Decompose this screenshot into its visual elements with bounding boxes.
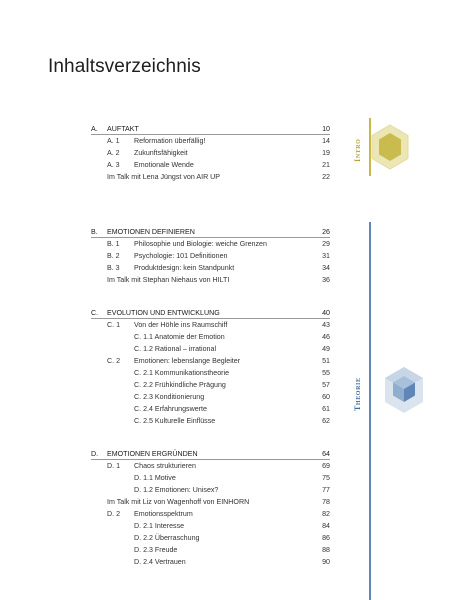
toc-entry[interactable] — [0, 508, 330, 520]
toc-entry[interactable] — [0, 343, 330, 355]
page-number: 31 — [322, 252, 330, 260]
toc-entry[interactable] — [0, 319, 330, 331]
page-number: 62 — [322, 417, 330, 425]
entry-title: C. 1.1 Anatomie der Emotion — [134, 333, 225, 341]
theorie-divider-line — [369, 222, 371, 600]
page-number: 22 — [322, 173, 330, 181]
page-number: 26 — [322, 228, 330, 236]
entry-title: Philosophie und Biologie: weiche Grenzen — [134, 240, 267, 248]
page-number: 84 — [322, 522, 330, 530]
toc-entry[interactable] — [0, 460, 330, 472]
section-title: EVOLUTION UND ENTWICKLUNG — [107, 309, 220, 317]
entry-title: D. 2.1 Interesse — [134, 522, 185, 530]
entry-title: D. 2.4 Vertrauen — [134, 558, 186, 566]
page-number: 49 — [322, 345, 330, 353]
section-title: EMOTIONEN ERGRÜNDEN — [107, 450, 198, 458]
page-number: 64 — [322, 450, 330, 458]
toc-entry[interactable] — [0, 135, 330, 147]
entry-code: A. 2 — [107, 149, 120, 157]
toc-entry[interactable] — [0, 532, 330, 544]
section-title: AUFTAKT — [107, 125, 139, 133]
page-number: 29 — [322, 240, 330, 248]
page-number: 34 — [322, 264, 330, 272]
entry-title: Im Talk mit Liz von Wagenhoff von EINHORN — [107, 498, 250, 506]
page-number: 21 — [322, 161, 330, 169]
toc-entry-talk[interactable] — [0, 171, 330, 183]
page-number: 51 — [322, 357, 330, 365]
page-number: 77 — [322, 486, 330, 494]
toc-entry[interactable] — [0, 391, 330, 403]
entry-title: D. 2.3 Freude — [134, 546, 178, 554]
page-number: 57 — [322, 381, 330, 389]
intro-label: Intro — [353, 138, 362, 162]
toc-entry[interactable] — [0, 556, 330, 568]
toc-entry[interactable] — [0, 379, 330, 391]
page-title: Inhaltsverzeichnis — [48, 56, 201, 77]
toc-heading-c[interactable] — [0, 307, 330, 319]
page-number: 78 — [322, 498, 330, 506]
page-number: 55 — [322, 369, 330, 377]
entry-title: Emotionen: lebenslange Begleiter — [134, 357, 241, 365]
page-number: 75 — [322, 474, 330, 482]
entry-title: C. 1.2 Rational – irrational — [134, 345, 217, 353]
page-number: 88 — [322, 546, 330, 554]
page-number: 82 — [322, 510, 330, 518]
page-number: 61 — [322, 405, 330, 413]
toc-entry[interactable] — [0, 403, 330, 415]
entry-title: Psychologie: 101 Definitionen — [134, 252, 228, 260]
page-number: 40 — [322, 309, 330, 317]
toc-entry[interactable] — [0, 331, 330, 343]
toc-entry-talk[interactable] — [0, 274, 330, 286]
toc-entry-talk[interactable] — [0, 496, 330, 508]
entry-code: D. 1 — [107, 462, 121, 470]
toc-heading-d[interactable] — [0, 448, 330, 460]
toc-heading-a[interactable] — [0, 123, 330, 135]
entry-code: C. 1 — [107, 321, 121, 329]
entry-code: D. 2 — [107, 510, 121, 518]
toc-entry[interactable] — [0, 544, 330, 556]
page-number: 19 — [322, 149, 330, 157]
entry-title: C. 2.5 Kulturelle Einflüsse — [134, 417, 216, 425]
page-number: 60 — [322, 393, 330, 401]
entry-title: C. 2.1 Kommunikationstheorie — [134, 369, 230, 377]
page-number: 86 — [322, 534, 330, 542]
section-title: EMOTIONEN DEFINIEREN — [107, 228, 195, 236]
page-number: 46 — [322, 333, 330, 341]
entry-title: C. 2.2 Frühkindliche Prägung — [134, 381, 226, 389]
toc-entry[interactable] — [0, 472, 330, 484]
entry-code: C. 2 — [107, 357, 121, 365]
page-number: 90 — [322, 558, 330, 566]
toc-entry[interactable] — [0, 520, 330, 532]
toc-entry[interactable] — [0, 250, 330, 262]
section-letter: D. — [91, 450, 99, 458]
entry-code: B. 2 — [107, 252, 120, 260]
section-letter: A. — [91, 125, 98, 133]
entry-title: C. 2.4 Erfahrungswerte — [134, 405, 207, 413]
toc-entry[interactable] — [0, 415, 330, 427]
page-number: 69 — [322, 462, 330, 470]
entry-title: Von der Höhle ins Raumschiff — [134, 321, 228, 329]
entry-title: Im Talk mit Lena Jüngst von AIR UP — [107, 173, 221, 181]
entry-title: Emotionale Wende — [134, 161, 194, 169]
entry-title: Chaos strukturieren — [134, 462, 196, 470]
entry-title: C. 2.3 Konditionierung — [134, 393, 205, 401]
section-letter: B. — [91, 228, 98, 236]
entry-title: Reformation überfällig! — [134, 137, 206, 145]
entry-title: D. 2.2 Überraschung — [134, 534, 200, 542]
page-number: 14 — [322, 137, 330, 145]
theorie-cube-icon — [383, 366, 425, 414]
toc-entry[interactable] — [0, 238, 330, 250]
section-letter: C. — [91, 309, 99, 317]
entry-title: D. 1.1 Motive — [134, 474, 176, 482]
entry-code: B. 3 — [107, 264, 120, 272]
toc-entry[interactable] — [0, 367, 330, 379]
toc-heading-b[interactable] — [0, 226, 330, 238]
toc-entry[interactable] — [0, 355, 330, 367]
toc-entry[interactable] — [0, 262, 330, 274]
toc-entry[interactable] — [0, 159, 330, 171]
entry-code: B. 1 — [107, 240, 120, 248]
entry-title: D. 1.2 Emotionen: Unisex? — [134, 486, 219, 494]
entry-code: A. 1 — [107, 137, 120, 145]
toc-entry[interactable] — [0, 147, 330, 159]
intro-hexagon-icon — [370, 124, 410, 170]
page-number: 36 — [322, 276, 330, 284]
entry-title: Produktdesign: kein Standpunkt — [134, 264, 235, 272]
entry-title: Im Talk mit Stephan Niehaus von HILTI — [107, 276, 230, 284]
theorie-label: Theorie — [353, 377, 362, 411]
entry-title: Emotionsspektrum — [134, 510, 193, 518]
page-number: 43 — [322, 321, 330, 329]
entry-code: A. 3 — [107, 161, 120, 169]
page-number: 10 — [322, 125, 330, 133]
toc-entry[interactable] — [0, 484, 330, 496]
entry-title: Zukunftsfähigkeit — [134, 149, 188, 157]
